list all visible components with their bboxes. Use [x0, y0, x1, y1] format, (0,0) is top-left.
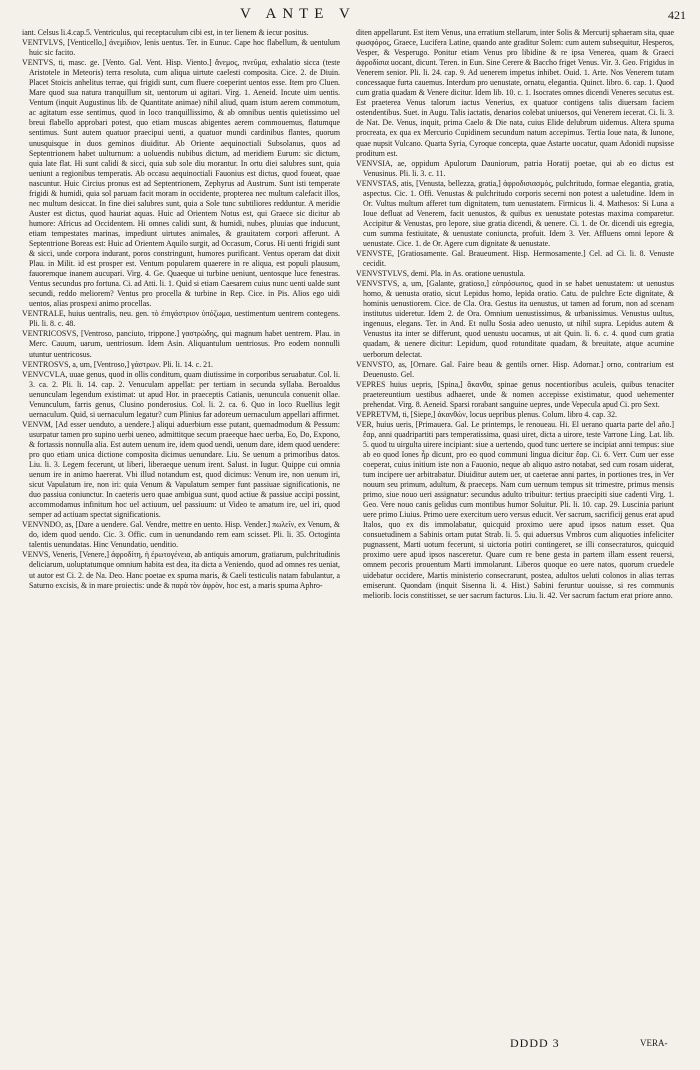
- entry-ventricosus: VENTRICOSVS, [Ventroso, panciuto, trippone.] γαστρώδης, qui magnum habet uentrem. Plau. in Merc. Cauum, uarum, uentriosum. Idem Asin. Aliquantulum uentriosus. Pro eodem nonnulli utuntur uentricosus.: [22, 329, 340, 359]
- page-footer: [0, 1036, 700, 1056]
- entry-ventrosus: VENTROSVS, a, um, [Ventroso,] γάστρων. Pli. li. 14. c. 21.: [22, 359, 214, 369]
- page-number: 421: [668, 8, 686, 22]
- catchword: VERA-: [640, 1038, 668, 1048]
- entry-venus-continued: diten appellarunt. Est item Venus, una erratium stellarum, inter Solis & Mercurij sphaeram sita, quae φωσφόρος, Graece, Lucifera Latine, quando ante graditur Solem: cum autem subsequitur, Hesperos, Vesper, & Vesperugo. Ponitur etiam Venus pro libidine & re ipsa Venerea, quam & Graeci ἀφροδίσια uocant, dicunt. Teren. in Eun. Sine Cerere & Baccho friget Venus. Vir. 3. Geo. Frigidus in Venerem senior. Pli. li. 24. cap. 9. Ad uenerem impetus inhibet. Ouid. 1. Arte. Nos Venerem tutam concessaque furta cauemus. Interdum pro uenustate, ornatu, elegantia. Quinct. libro. 6. cap. 1. Quod cum gratia quadam & Venere dicitur. Idem lib. 10. c. 1. Isocrates omnes dicendi Veneres secutus est. Est praeterea Venus talorum iactus Venerius, ex quatuor contigens talis diuersam faciem ostendentibus. Suet. in Augu. Talis iactatis, denarios colebat uniuersos, qui Venerem iecerat. Ci. li. 3. de Nat. De. Venus, inquit, prima Caelo & Die nata, cuius Elide delubrum uidemus. Altera spuma procreata, ex qua ex Mercurio Cupidinem secundum natum accepimus. Tertia Ioue nata, & Iunone, quae nupsit Vulcano. Quarta Syria, Cyroque concepta, quae Astarte uocatur, quam Adonidi nupsisse proditum est.: [356, 28, 675, 158]
- left-column: [22, 28, 340, 591]
- entry-venusto: VENVSTO, as, [Ornare. Gal. Faire beau & gentils orner. Hisp. Adornar.] orno, contrarium est Deuenusto. Gel.: [356, 359, 674, 379]
- entry-vepres: VEPRES huius uepris, [Spina,] ἄκανθα, spinae genus nocentioribus aculeis, quibus tenaciter praetereuntium uestibus adhaeret, unde & nomen accepisse existimatur, quod uehementer prehendat. Virg. 8. Aeneid. Sparsi rorabant sanguine uepres, unde Vepecula apud Ci. pro Sext.: [356, 379, 674, 409]
- entry-vepretum: VEPRETVM, ti, [Siepe,] ἀκανθών, locus uepribus plenus. Colum. libro 4. cap. 32.: [356, 409, 618, 419]
- entry-venundo: VENVNDO, as, [Dare a uendere. Gal. Vendre, mettre en uento. Hisp. Vender.] πωλεῖν, ex Venum, & do, idem quod uendo. Cic. 3. Offic. cum in uenundando rem eam scisset. Pli. li. 35. Octoginta talentis uenundatas. Hinc Venundatio, uenditio.: [22, 520, 340, 550]
- entry-ventus: VENTVS, ti, masc. ge. [Vento. Gal. Vent. Hisp. Viento.] ἄνεμος, πνεῦμα, exhalatio sicca (teste Aristotele in Meteoris) terra resoluta, cum aliqua uirtute caelesti composita. Cice. 2. de Diuin. Placet Stoicis anhelitus terrae, qui frigidi sunt, cum fluere coeperint uentos esse. Item pro Cluen. Mare quod sua natura tranquillum sit, uentorum ui agitari. Virg. 1. Aeneid. Incute uim uentis. Ventum (inquit Augustinus lib. de Quantitate animae) nihil aliud, quam istum aerem commotum, ac agitatum esse sentimus, quod in loco tranquillissimo, & ab omnibus uentis quietissimo uel breui flabello approbari potest, quo etiam muscas abigentes aerem commouemus, flatumque sentimus. Sunt autem quatuor praecipui uenti, a quatuor mundi cardinibus flantes, quorum unusquisque in duos geminos diuiditur. Ab Oriente aequinoctiali Subsolanus, quos ad Septentrionem habet uulturnum: a uoluendis nubibus dictum, ad meridiem Eurum: sic dictum, quia late flat. Hi sunt calidi & sicci, quia sub sole diu morantur. In ortu diei salubres sunt, quia ueniunt a regionibus temperatis. Ab occasu aequinoctiali Fauonius est dictus, quod foueat, quae nascuntur. Huic Circius pronus est ad Septentrionem, Zephyrus ad Austrum. Sunt isti temperate frigidi & humidi, quia sol paruam facit moram in occidente, propterea nec multum calefacit illos, nec multum desiccat. In fine diei salubres sunt, quia a Sole tunc subtiliores redduntur. A meridie Auster est dictus, quod hauriat aquas. Huic ad Orientem Notus est, qui Graece sic dicitur ab humore: Africus ad Occidentem. Hi omnes calidi sunt, & humidi, nubes, pluuias que inducunt, etiam tempestates marinas, impediunt uirtutes animales, & grauitatem corpori afferunt. A Septentrione Boreas est: Huic ad Orientem Aquilo surgit, ad Occasum, Corus. Hi uenti frigidi sunt & sicci, unde corpora indurant, poros constringunt, humores purificant. Ventus operam dat dixit Plau. in Milit. id est prosper est. Ventum popularem quaerere in re aliqua, est populi plausum, fauoremque inanem aucupari. Virg. 4. Ge. Quaeque ui turbine ueniunt, uentosque luce fenestras. Ventus secundus pro fortuna. Ci. ad Atti. li. 1. Quid si etiam Caesarem cuius nunc uenti ualde sunt secundi, reddo meliorem? Ventus pro procella & turbine in Rep. Cice. in Pis. Alios ego uidi uentos, alias prospexi animo procellas.: [22, 58, 340, 309]
- entry-venuste: VENVSTE, [Gratiosamente. Gal. Braueument. Hisp. Hermosamente.] Cel. ad Ci. li. 8. Venuste cecidit.: [356, 249, 674, 269]
- entry-venucula: VENVCVLA, uuae genus, quod in ollis conditum, quam diutissime in corporibus seruabatur. Col. li. 3. ca. 2. Pli. li. 14. cap. 2. Venuculam appellat: per tertiam in secunda syllaba. Beroaldus uenunculam legendum existimat: ut apud Hor. in praeceptis Catianis, uenuncula conuenit ollae. Venunculum, farris genus, Clusino ponderosius. Col. li. 2. ca. 6. Quo in loco Ruellius legit uernaculum. Quid, si uernaculum legatur? cum Plinius far adoreum uernaculum appellari affirmet.: [22, 369, 340, 419]
- entry-venustulus: VENVSTVLVS, demi. Pla. in As. oratione uenustula.: [356, 269, 526, 279]
- signature-mark: DDDD 3: [510, 1036, 560, 1050]
- entry-venustas: VENVSTAS, atis, [Venusta, bellezza, gratia,] ἀφροδισιασμός, pulchritudo, formae elegantia, gratia, aspectus. Cic. 1. Offi. Venustas & pulchritudo corporis secerni non potest a ualetudine. Idem in Or. Vultus multum afferet tum dignitatem, tum uenustatem. Firmicus li. 4. Mathesos: Si Luna a Ioue defluat ad Venerem, facit uenustos, & quibus ex uenustate potestas maxima comparetur. Accipitur & Venustas, pro lepore, siue gratia dicendi, & uenere. Ci. 1. de Or. dicendi uis egregia, cum summa festiuitate, & uenustate coniuncta, profuit. Idem 3. Ver. Affluens omni lepore & uenustate. Cice. 1. de Or. Agere cum dignitate & uenustate.: [356, 178, 674, 248]
- entry-venusia: VENVSIA, ae, oppidum Apulorum Dauniorum, patria Horatij poetae, qui ab eo dictus est Venusinus. Pli. li. 3. c. 11.: [356, 158, 674, 178]
- entry-ventriculus-end: iant. Celsus li.4.cap.5. Ventriculus, qui receptaculum cibi est, in ter lienem & iecur positus.: [22, 28, 309, 37]
- entry-ventulus: VENTVLVS, [Venticello,] ἀνεμίδιον, lenis uentus. Ter. in Eunuc. Cape hoc flabellum, & uentulum huic sic facito.: [22, 38, 340, 58]
- entry-ventrale: VENTRALE, huius uentralis, neu. gen. τὸ ἐπιγάστριον ὑπόζωμα, uestimentum uentrem contegens. Pli. li. 8. c. 48.: [22, 309, 340, 329]
- running-title: V ANTE V: [240, 6, 356, 22]
- entry-venustus: VENVSTVS, a, um, [Galante, gratioso,] εὐπρόσωπος, quod in se habet uenustatem: ut uenustus homo, & uenusta oratio, sicut Lepidus homo, lepida oratio. Catu. de pulchre Ecte dignitate, & hominis uenustiorem. Cice. de Cla. Ora. Gestus ita uenustus, ut tamen ad forum, non ad scenam institutus uideretur. Idem 2. de Ora. Omnium uenustissimus, & urbanissimus. Venustus uultus, ingenuus, elegans. Ter. in And. Et nullu Sosia adeo uenusto, ut nihil supra. Lepidus autem & Venustus ita inter se differunt, quod uenustu uocamus, ut ait Quin. li. 6. c. 4. quod cum gratia quadam, & uenere dicitur: Lepidum, quod rotunditate quadam, & breuitate, atque acumine uerborum delectat.: [356, 279, 674, 359]
- running-head: [0, 6, 700, 28]
- entry-venum: VENVM, [Ad esser uenduto, a uendere.] aliqui aduerbium esse putant, quemadmodum & Pessum: usurpatur tamen pro supino uerbi ueneo, admittitque secum praeeque haec uerba, Eo, Do, Expono, & fortassis nonnulla alia. Est autem uenum ire, idem quod uendi, uenum dare, idem quod uendere: pro quo etiam unica dictione composita dicimus uenundare. Liu. Se uenum a primoribus datos. Liu. li. 3. Legem fecerunt, ut liberi, liberaeque uenum irent. Salust. in Iugur. Quippe cui omnia uenum ire in animo haererat. Vbi illud notandum est, quod dicimus: Venum ire, non uenum iri, sicut Vapulatum ire, non iri: quia Venum & Vapulatum semper funt passiuae significationis, ne duo passiua coniunctur. In caeteris uero quae ambigua sunt, quod actiue & passiue accipi possint, accommodamus infinitum hoc uel actiuum, uel passiuum: ut Video te amatum ire, uel iri, quod semper ad actiuam spectat significationis.: [22, 419, 340, 520]
- entry-venus: VENVS, Veneris, [Venere,] ἀφροδίτη, ἡ ἐρωτογένεια, ab antiquis amorum, gratiarum, pulchritudinis deliciarum, uoluptatumque omnium habita est dea, ita dicta a Veniendo, quod ad omnes res ueniat, ut autor est Ci. 2. de Na. Deo. Hanc poetae ex spuma maris, & Caeli testiculis natam fabulantur, a Saturno excisis, & in mare proiectis: unde & παρὰ τὸν ἀφρὸν, hoc est, a maris spuma Aphro-: [22, 550, 340, 590]
- right-column: [356, 28, 674, 601]
- entry-ver: VER, huius ueris, [Primauera. Gal. Le printemps, le renoueau. Hi. El uerano quarta parte del año.] ἔαρ, anni quadripartiti pars temperatissima, quasi uiret, dicta a uirore, teste Varrone Ling. Lat. lib. 5. quod tu uirgulta uirere incipiant: siue a uertendo, quod tunc uertere se incipiat anni tempus: siue ab eo quod Iones ἦρ dicunt, pro eo quod communi lingua dicitur ἔαρ. Ci. 6. Verr. Cum uer esse coeperat, cuius initium iste non a Fauonio, neque ab aliquo astro notabat, sed cum rosam uiderat, tum incipere uer arbitrabatur. Diuiditur autem uer, ut caeterae anni partes, in portiones tres, in Ver nouum seu primum, adultum, & praeceps. Nam cum uernum tempus sit trimestre, primus mensis primo, siue nouo ueri assignatur: secundus adulto tribuitur: tertius praecipiti siue cadenti Virg. 1. Geo. Vere nouo canis gelidus cum montibus humor Soluitur. Pli. li. 10. cap. 29. Luscinia pariunt uere primo Liuius. Primo uere exercitum uero versus educit. Ver sacrum, sacrificij genus erat apud Italos, quo ex dis immolabatur, quicquid proximo uere apud ipsos natum esset. Qua consuetudinem a Sabinis ortam putat Strab. li. 5. qui aduersus Vmbros cum aliquoties infeliciter pugnassent, Marti uotum fecerunt, si uictoria potiri contingeret, se illi consecraturos, quicquid proximo uere apud ipsos nasceretur. Quare cum re bene gesta in partem illam essent reuersi, omnem pecoris prouentum Marti immolarunt. Liberos quoque eo uere natos, quorum cruedele uidebatur occidere, Martis ministerio consecrarunt, postea, adultos ueluti colonos in alias terras emiserunt. Quondam (inquit Sisenna li. 4. Hist.) Sabini feruntur uouisse, si res communis meliorib. locis constitisset, se uer sacrum facturos. Liu. li. 42. Ver sacrum factum erat priore anno.: [356, 419, 674, 600]
